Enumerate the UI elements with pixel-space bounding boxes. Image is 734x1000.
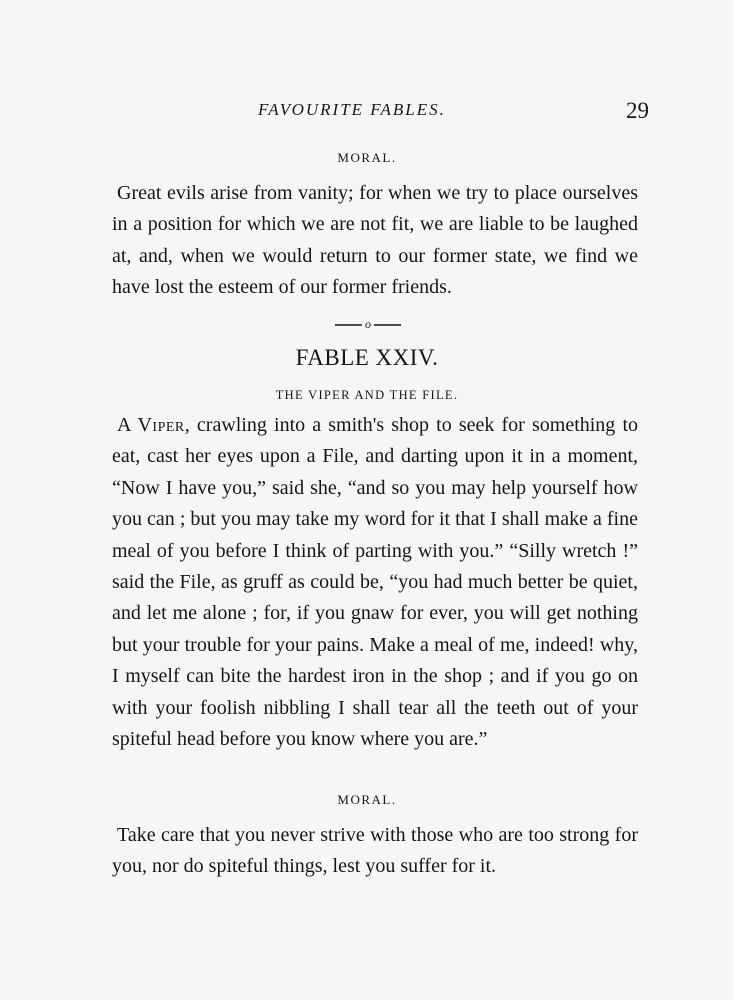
page-number: 29: [626, 98, 649, 123]
ornament-glyph: o: [365, 317, 371, 331]
moral-heading-2: MORAL.: [337, 792, 397, 807]
fable-number: FABLE XXIV.: [295, 345, 439, 370]
moral-heading-1: MORAL.: [337, 150, 397, 165]
fable-lead-word: A: [117, 414, 131, 436]
fable-title: THE VIPER AND THE FILE.: [275, 388, 459, 402]
running-head: [0, 100, 734, 130]
moral-text-2: Take care that you never strive with those who are too strong for you, nor do spiteful things, lest you suffer for it.: [112, 824, 638, 878]
running-title: FAVOURITE FABLES.: [258, 100, 446, 119]
fable-body-text: , crawling into a smith's shop to seek for something to eat, cast her eyes upon a File, and darting upon it in a moment, “Now I have you,” said she, “and so you may help yourself how you can ; but you may take my word for it that I shall make a fine meal of you before I think of parting with you.” “Silly wretch !” said the File, as gruff as could be, “you had much better be quiet, and let me alone ; for, if you gnaw for ever, you will get nothing but your trouble for your pains. Make a meal of me, indeed! why, I myself can bite the hardest iron in the shop ; and if you go on with your foolish nibbling I shall tear all the teeth out of your spiteful head before you know where you are.”: [112, 414, 638, 751]
fable-body: [112, 410, 638, 755]
moral-text-1: Great evils arise from vanity; for when we try to place ourselves in a position for which we are not fit, we are liable to be laughed at, and, when we would return to our former state, we find we have lost the esteem of our former friends.: [112, 182, 638, 299]
fable-first-word: Viper: [137, 414, 185, 436]
section-divider-ornament: [335, 314, 401, 334]
